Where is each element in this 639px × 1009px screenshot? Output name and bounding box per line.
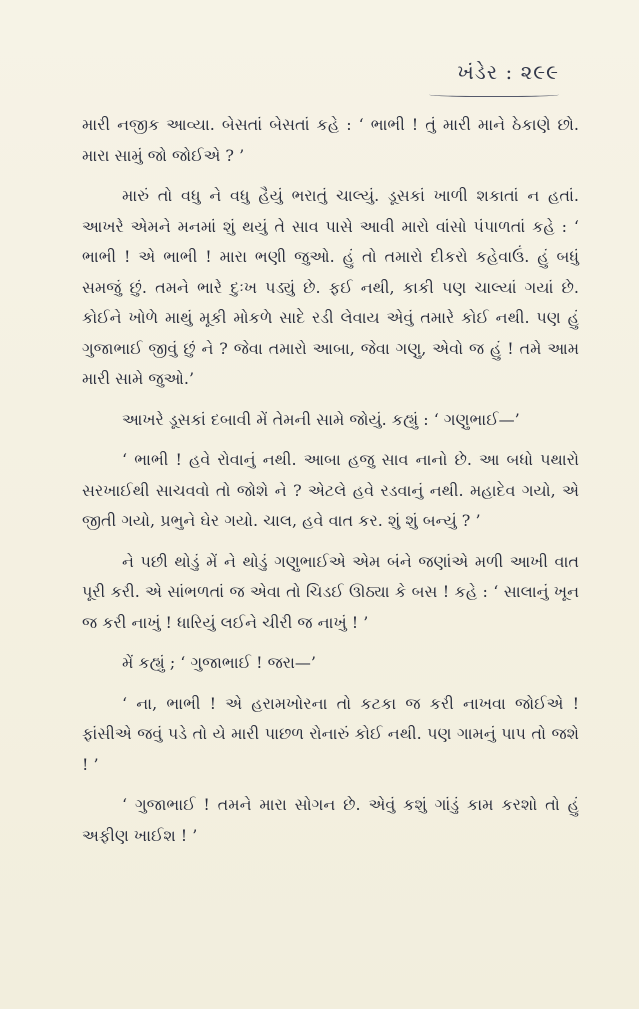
running-head: ખંડેર : ૨૯૯ <box>457 60 559 84</box>
paragraph: મેં કહ્યું ; ‘ ગુજાભાઈ ! જરા—’ <box>122 653 317 672</box>
paragraph: ‘ ભાભી ! હવે રોવાનું નથી. આબા હજુ સાવ નાનો છે. આ બધો પથારો સરખાઈથી સાચવવો તો જોશે ને ? એટલે હવે રડવાનું નથી. મહાદેવ ગયો, એ જીતી ગયો, પ્રભુને ઘેર ગયો. ચાલ, હવે વાત કર. શું શું બન્યું ? ’ <box>82 450 579 530</box>
running-head-underline <box>429 91 559 97</box>
body-text <box>82 110 579 861</box>
paragraph: ‘ ગુજાભાઈ ! તમને મારા સોગન છે. એવું કશું ગાંડું કામ કરશો તો હું અફીણ ખાઈશ ! ’ <box>82 795 579 845</box>
paragraph: આખરે ડૂસકાં દબાવી મેં તેમની સામે જોયું. કહ્યું : ‘ ગણુભાઈ—’ <box>122 409 520 429</box>
paragraph: ને પછી થોડું મેં ને થોડું ગણુભાઈએ એમ બંને જણાંએ મળી આખી વાત પૂરી કરી. એ સાંભળતાં જ એવા તો ચિડઈ ઊઠ્યા કે બસ ! કહે : ‘ સાલાનું ખૂન જ કરી નાખું ! ધારિયું લઈને ચીરી જ નાખું ! ’ <box>82 551 579 632</box>
paragraph: મારું તો વધુ ને વધુ હૈયું ભરાતું ચાલ્યું. ડૂસકાં ખાળી શકાતાં ન હતાં. આખરે એમને મનમાં શું થયું તે સાવ પાસે આવી મારો વાંસો પંપાળતાં કહે : ‘ ભાભી ! એ ભાભી ! મારા ભણી જુઓ. હું તો તમારો દીકરો કહેવાઉં. હું બધું સમજું છું. તમને ભારે દુઃખ પડ્યું છે. ફઈ નથી, કાકી પણ ચાલ્યાં ગયાં છે. કોઈને ખોળે માથું મૂકી મોકળે સાદે રડી લેવાય એવું તમારે કોઈ નથી. પણ હું ગુજાભાઈ જીવું છું ને ? જેવા તમારો આબા, જેવા ગણુ, એવો જ હું ! તમે આમ મારી સામે જુઓ.’ <box>82 186 579 388</box>
paragraph: મારી નજીક આવ્યા. બેસતાં બેસતાં કહે : ‘ ભાભી ! તું મારી માને ઠેકાણે છો. મારા સામું જો જોઈએ ? ’ <box>82 115 579 165</box>
paragraph: ‘ ના, ભાભી ! એ હરામખોરના તો કટકા જ કરી નાખવા જોઈએ ! ફાંસીએ જવું પડે તો યે મારી પાછળ રોનારું કોઈ નથી. પણ ગામનું પાપ તો જશે ! ’ <box>82 693 579 774</box>
